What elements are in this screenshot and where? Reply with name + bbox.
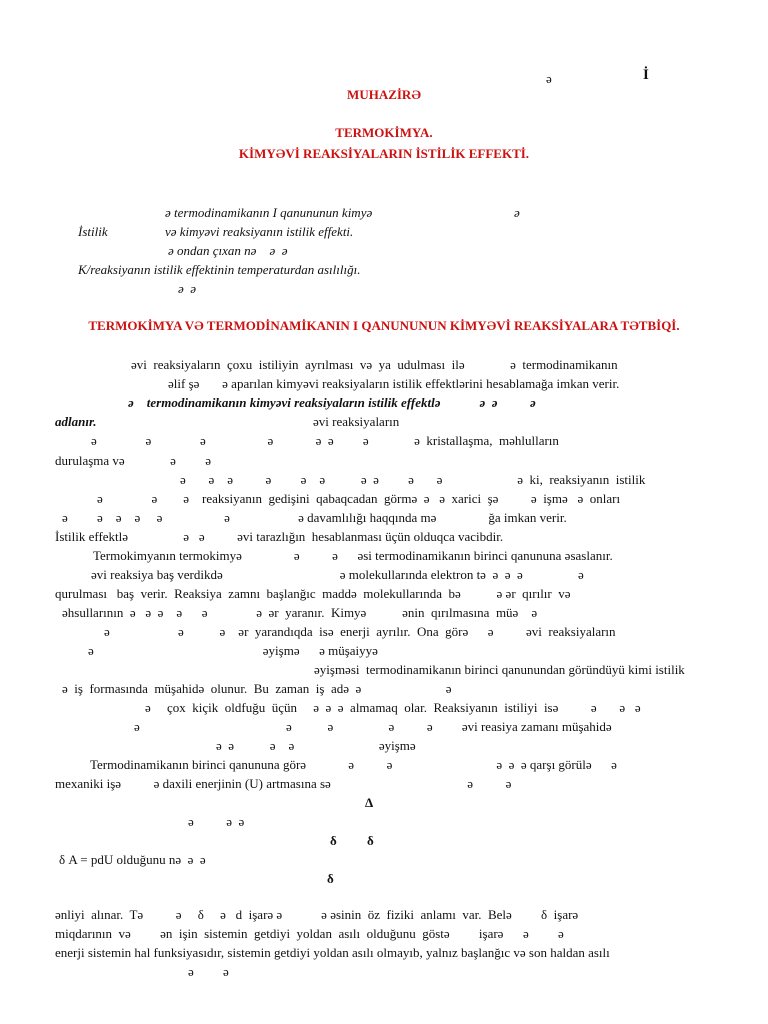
body-line: əyişməsi termodinamikanın birinci qanunundan göründüyü kimi istilik [314, 662, 685, 677]
outline-item-2: və kimyəvi reaksiyanın istilik effekti. [165, 224, 354, 239]
body-line: ə termodinamikanın kimyəvi reaksiyaların istilik effektlə ə ə ə [128, 395, 536, 410]
body-line: mexaniki işə ə daxili enerjinin (U) artmasına sə ə ə [55, 776, 512, 791]
formula-symbol: δ [367, 833, 374, 848]
outline-item-2-lead: İstilik [78, 224, 108, 239]
outline-item-5: ə ə [178, 281, 197, 296]
formula-line: δ A = pdU olduğunu nə ə ə [59, 852, 206, 867]
body-line: əvi reaksiya baş verdikdə ə molekullarında elektron tə ə ə ə ə [91, 567, 584, 582]
body-line: qurulması baş verir. Reaksiya zamnı başlanğıc maddə molekullarında bə ə ər qırılır və [55, 586, 571, 601]
body-line: adlanır. [55, 414, 97, 429]
section-heading: TERMOKİMYA VƏ TERMODİNAMİKANIN I QANUNUNUN KİMYƏVİ REAKSİYALARA TƏTBİQİ. [88, 318, 680, 333]
body-line: ə ə ə ə ə ə ə ə kristallaşma, məhlulların [91, 433, 559, 448]
body-line: ə ə ə ər yarandıqda isə enerji ayrılır. Ona görə ə əvi reaksiyaların [104, 624, 616, 639]
outline-item-1: ə termodinamikanın I qanununun kimyə [165, 205, 373, 220]
body-line: İstilik effektlə ə ə əvi tarazlığın hesablanması üçün olduqca vacibdir. [55, 529, 504, 544]
body-line: ə ə ə reaksiyanın gedişini qabaqcadan görmə ə ə xarici şə ə işmə ə onları [97, 491, 621, 506]
body-line: enerji sistemin hal funksiyasıdır, sistemin getdiyi yoldan asılı olmayıb, yalnız başlanğıc və son haldan asılı [55, 945, 610, 960]
body-line: ənliyi alınar. Tə ə δ ə d işarə ə ə əsinin öz fiziki anlamı var. Belə δ işarə [55, 907, 579, 922]
body-line: ə ə ə ə ə ə ə davamlılığı haqqında mə ğa imkan verir. [62, 510, 567, 525]
body-line: ə iş formasında müşahidə olunur. Bu zaman iş adə ə ə [62, 681, 452, 696]
body-line: əhsullarının ə ə ə ə ə ə ər yaranır. Kimyə ənin qırılmasına müə ə [62, 605, 538, 620]
formula-symbol: δ [330, 833, 337, 848]
body-line: ə ə [188, 964, 229, 979]
body-line: əvi reaksiyaların çoxu istiliyin ayrılması və ya udulması ilə ə termodinamikanın [131, 357, 618, 372]
body-line: ə çox kiçik oldfuğu üçün ə ə ə almamaq olar. Reaksiyanın istiliyi isə ə ə ə [145, 700, 641, 715]
body-line: ə əyişmə ə müşaiyyə [88, 643, 378, 658]
formula-symbol: δ [327, 871, 334, 886]
body-line: Termodinamikanın birinci qanununa görə ə ə ə ə ə qarşı görülə ə [90, 757, 617, 772]
body-line: miqdarının və ən işin sistemin getdiyi yoldan asılı olduğunu göstə işarə ə ə [55, 926, 564, 941]
header-letter: İ [643, 67, 649, 83]
body-line: əvi reaksiyaların [313, 414, 400, 429]
body-line: ə ə ə ə ə əvi reasiya zamanı müşahidə [134, 719, 612, 734]
body-line: durulaşma və ə ə [55, 453, 211, 468]
formula-line: ə ə ə [188, 814, 245, 829]
title-line-1: TERMOKİMYA. [335, 125, 433, 140]
outline-item-4: K/reaksiyanın istilik effektinin temperaturdan asılılığı. [78, 262, 361, 277]
lecture-heading: MUHAZİRƏ [347, 87, 421, 102]
outline-item-1-tail: ə [514, 205, 520, 220]
formula-delta: Δ [365, 795, 374, 810]
body-line: əlif şə ə aparılan kimyəvi reaksiyaların istilik effektlərini hesablamağa imkan verir. [168, 376, 620, 391]
body-line: ə ə ə ə ə ə ə ə ə ə ə ki, reaksiyanın istilik [180, 472, 646, 487]
body-line: ə ə ə ə əyişmə [216, 738, 416, 753]
outline-item-3: ə ondan çıxan nə ə ə [168, 243, 288, 258]
title-line-2: KİMYƏVİ REAKSİYALARIN İSTİLİK EFFEKTİ. [238, 146, 530, 161]
header-glyph: ə [546, 71, 552, 86]
body-line: Termokimyanın termokimyə ə ə əsi termodinamikanın birinci qanununa əsaslanır. [93, 548, 613, 563]
